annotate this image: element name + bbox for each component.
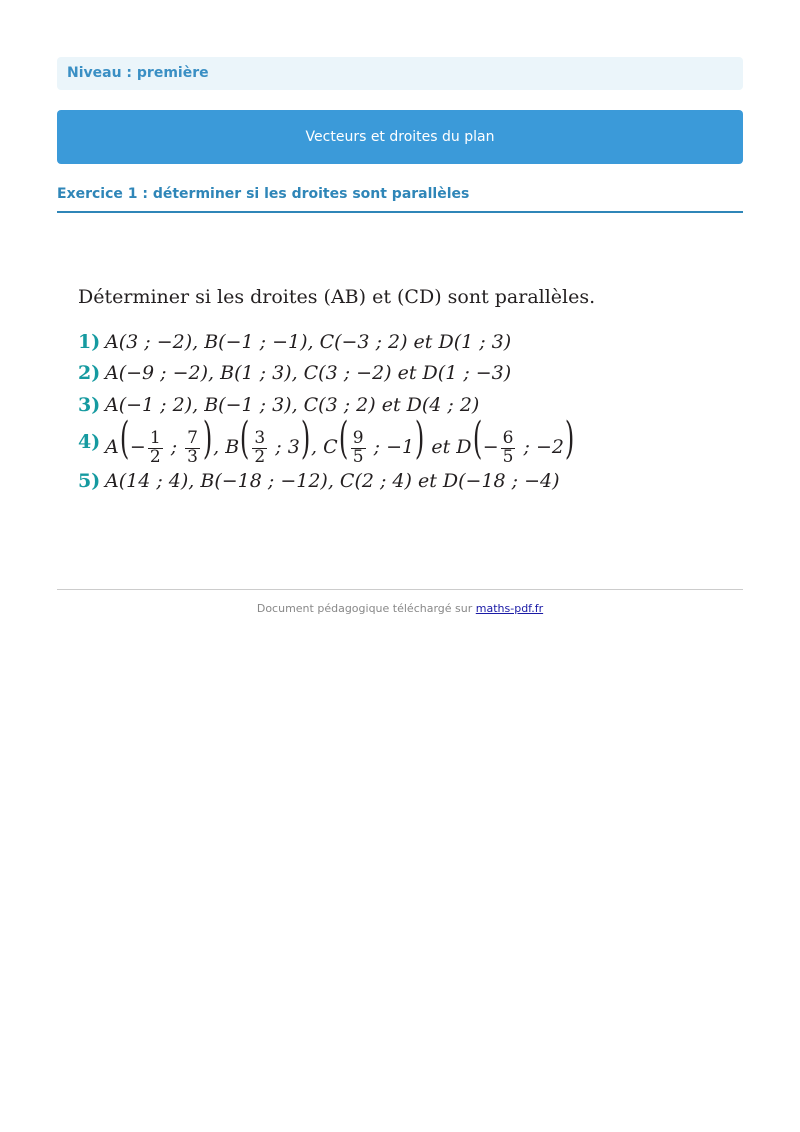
item-text: A(14 ; 4), B(−18 ; −12), C(2 ; 4) et D(−18 ; −4) [105, 470, 560, 492]
exercise-item-1 [78, 326, 511, 358]
exercise-item-5 [78, 465, 560, 497]
footer-text: Document pédagogique téléchargé sur [256, 602, 473, 615]
right-paren: ) [300, 413, 311, 465]
item-text: A(3 ; −2), B(−1 ; −1), C(−3 ; 2) et D(1 ; 3) [105, 331, 512, 353]
fraction: $\frac{7}{3}$ [187, 427, 198, 467]
left-paren: ( [338, 413, 348, 465]
footer-divider [57, 589, 743, 590]
level-label: Niveau : première [57, 57, 743, 90]
exercise-statement: Déterminer si les droites (AB) et (CD) sont parallèles. [78, 286, 596, 308]
fraction: $\frac{1}{2}$ [149, 427, 161, 467]
footer [0, 602, 800, 615]
right-paren: ) [415, 413, 425, 465]
exercise-item-2 [78, 357, 511, 389]
item-number: 1) [78, 331, 101, 353]
left-paren: ( [119, 413, 130, 465]
exercise-heading: Exercice 1 : déterminer si les droites sont parallèles [57, 186, 743, 213]
exercise-item-4 [78, 413, 575, 471]
right-paren: ) [202, 413, 213, 465]
item-number: 2) [78, 362, 101, 384]
left-paren: ( [472, 413, 482, 465]
page-title-banner: Vecteurs et droites du plan [57, 110, 743, 164]
fraction: $\frac{9}{5}$ [352, 427, 364, 467]
item-text: A(−9 ; −2), B(1 ; 3), C(3 ; −2) et D(1 ; −3) [105, 362, 512, 384]
item-number: 3) [78, 394, 101, 416]
fraction: $\frac{3}{2}$ [254, 427, 266, 467]
item-number: 5) [78, 470, 101, 492]
fraction: $\frac{6}{5}$ [502, 427, 514, 467]
footer-link[interactable]: maths-pdf.fr [475, 602, 544, 615]
left-paren: ( [240, 413, 250, 465]
right-paren: ) [564, 413, 575, 465]
exercise-statement-image [78, 280, 638, 500]
item-text: A(−1 ; 2), B(−1 ; 3), C(3 ; 2) et D(4 ; 2) [105, 394, 480, 416]
item-text: A(− $\frac{1}{2}$ ; $\frac{7}{3}$ ), B( $\frac{3}{2}$ ; 3), C( $\frac{9}{5}$ ; −1) et D(− $\frac{6}{5}$ ; −2) [105, 413, 575, 467]
item-number: 4) [78, 431, 101, 453]
